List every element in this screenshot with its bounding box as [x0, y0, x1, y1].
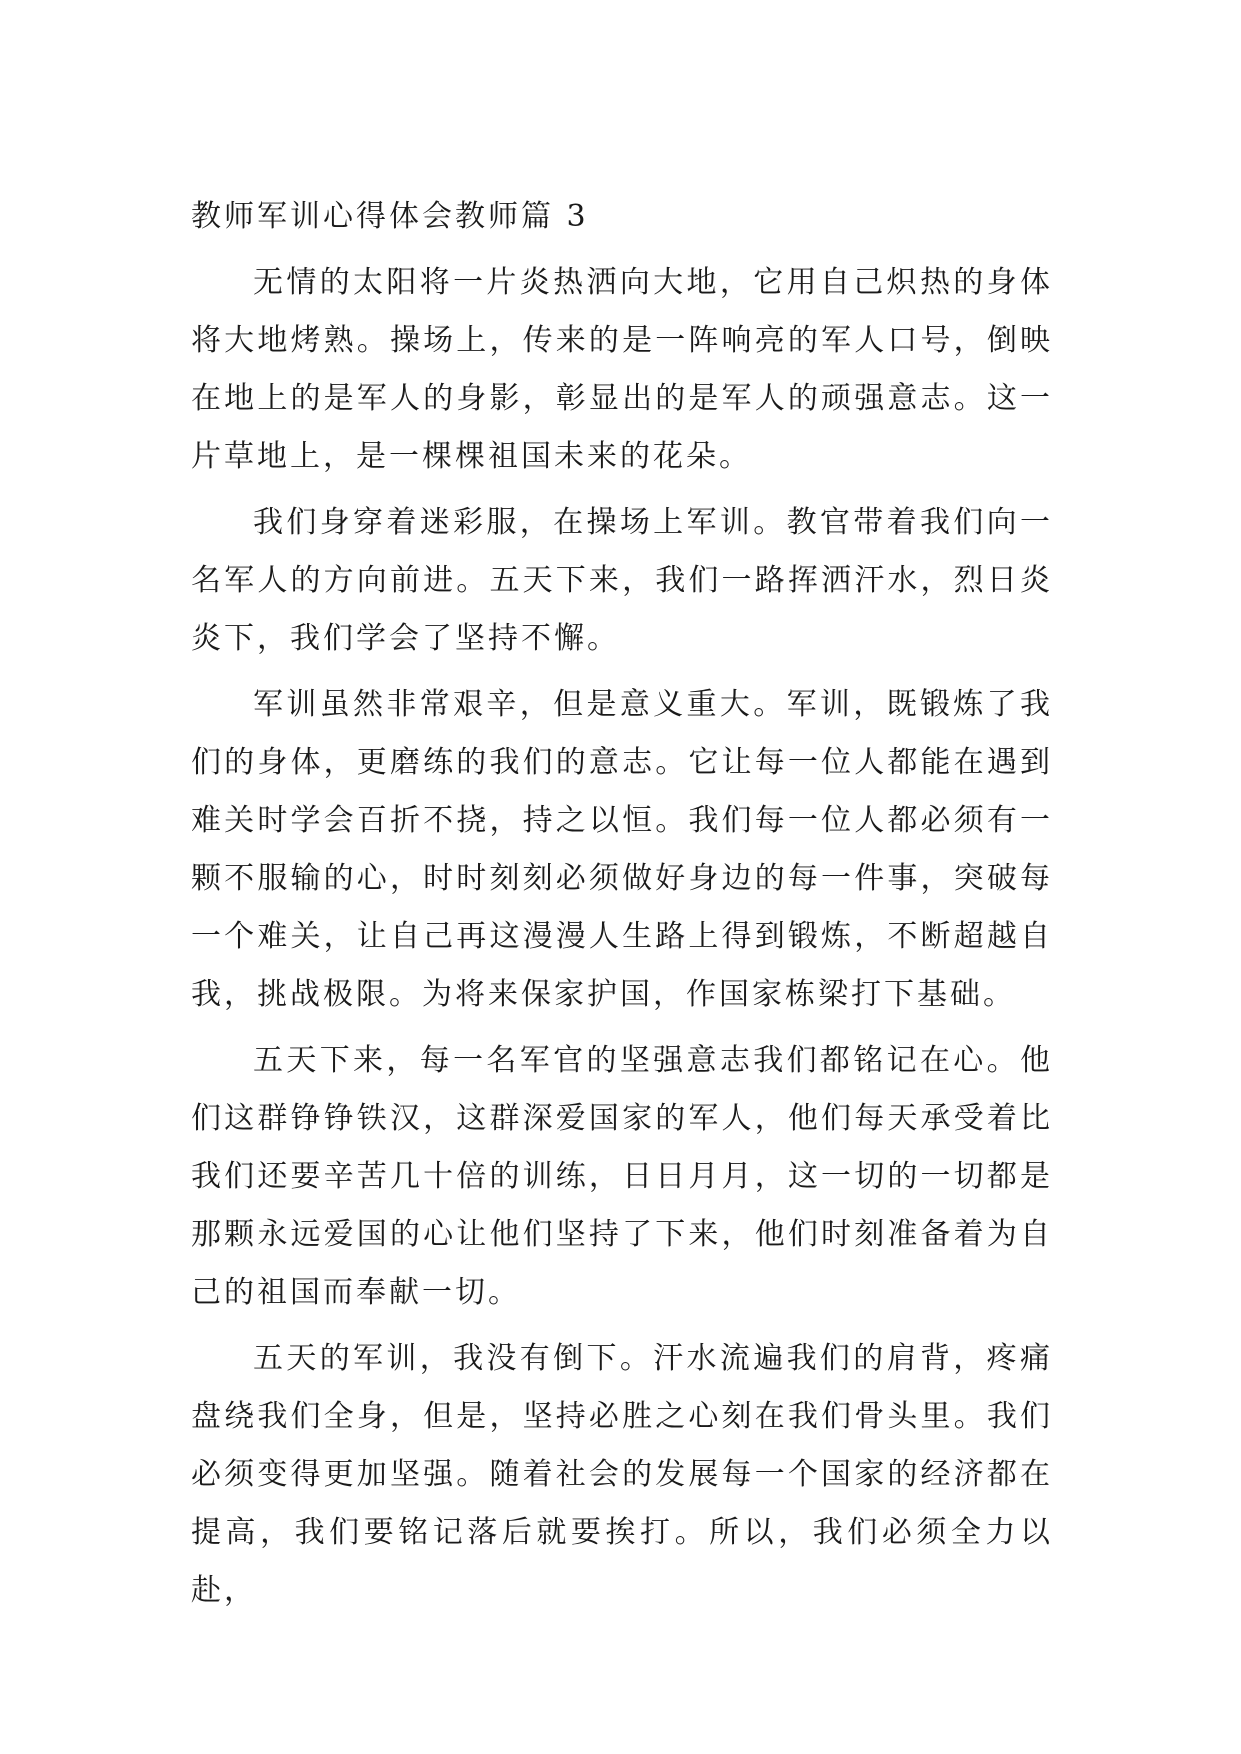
document-body: [191, 188, 1053, 1628]
paragraph-3: 军训虽然非常艰辛，但是意义重大。军训，既锻炼了我们的身体，更磨练的我们的意志。它让每一位人都能在遇到难关时学会百折不挠，持之以恒。我们每一位人都必须有一颗不服输的心，时时刻刻必须做好身边的每一件事，突破每一个难关，让自己再这漫漫人生路上得到锻炼，不断超越自我，挑战极限。为将来保家护国，作国家栋梁打下基础。: [191, 687, 1053, 1012]
paragraph-1: 无情的太阳将一片炎热洒向大地，它用自己炽热的身体将大地烤熟。操场上，传来的是一阵响亮的军人口号，倒映在地上的是军人的身影，彰显出的是军人的顽强意志。这一片草地上，是一棵棵祖国未来的花朵。: [191, 265, 1053, 474]
paragraph-4: 五天下来，每一名军官的坚强意志我们都铭记在心。他们这群铮铮铁汉，这群深爱国家的军人，他们每天承受着比我们还要辛苦几十倍的训练，日日月月，这一切的一切都是那颗永远爱国的心让他们坚持了下来，他们时刻准备着为自己的祖国而奉献一切。: [191, 1043, 1053, 1310]
paragraph-2: 我们身穿着迷彩服，在操场上军训。教官带着我们向一名军人的方向前进。五天下来，我们一路挥洒汗水，烈日炎炎下，我们学会了坚持不懈。: [191, 505, 1053, 656]
document-title: 教师军训心得体会教师篇 3: [191, 199, 589, 234]
paragraph-5: 五天的军训，我没有倒下。汗水流遍我们的肩背，疼痛盘绕我们全身，但是，坚持必胜之心刻在我们骨头里。我们必须变得更加坚强。随着社会的发展每一个国家的经济都在提高，我们要铭记落后就要挨打。所以，我们必须全力以赴，: [191, 1341, 1053, 1608]
